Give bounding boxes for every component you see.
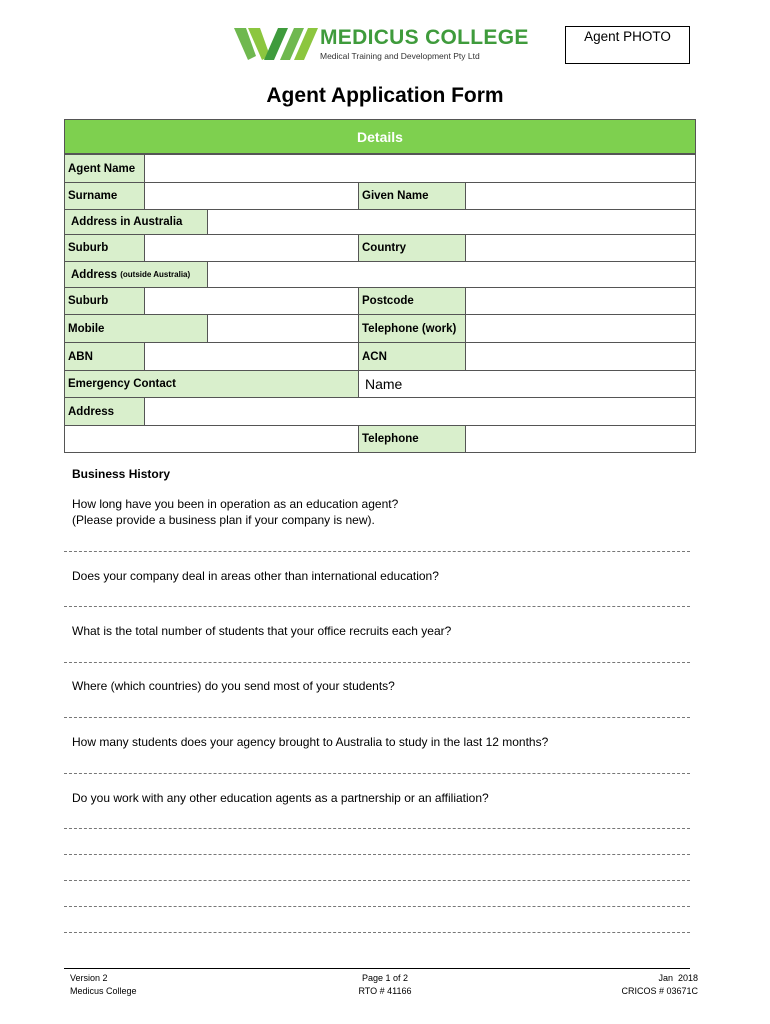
address-outside-text: Address	[71, 268, 118, 281]
agent-photo-box[interactable]: Agent PHOTO	[565, 26, 690, 64]
logo-title: MEDICUS COLLEGE	[320, 26, 529, 49]
suburb2-field[interactable]	[144, 287, 359, 315]
answer-line-6a[interactable]	[64, 828, 690, 829]
abn-field[interactable]	[144, 342, 359, 371]
emergency-contact-label: Emergency Contact	[64, 370, 359, 398]
telephone-work-label: Telephone (work)	[358, 314, 466, 343]
acn-field[interactable]	[465, 342, 696, 371]
answer-line-4[interactable]	[64, 717, 690, 718]
question-3: What is the total number of students that your office recruits each year?	[72, 624, 452, 638]
question-4: Where (which countries) do you send most of your students?	[72, 679, 395, 693]
details-table	[64, 119, 696, 453]
suburb2-label: Suburb	[64, 287, 145, 315]
question-1-line-1: How long have you been in operation as an education agent?	[72, 497, 399, 511]
suburb-label: Suburb	[64, 234, 145, 262]
footer-right	[580, 972, 698, 998]
given-name-field[interactable]	[465, 182, 696, 210]
postcode-field[interactable]	[465, 287, 696, 315]
address-outside-label	[64, 261, 208, 288]
footer-divider	[64, 968, 690, 969]
mobile-label: Mobile	[64, 314, 208, 343]
suburb-field[interactable]	[144, 234, 359, 262]
answer-line-6c[interactable]	[64, 880, 690, 881]
business-history-title: Business History	[72, 467, 171, 481]
emergency-address-field-2[interactable]	[64, 425, 359, 453]
footer-version: Version 2	[70, 973, 108, 983]
address-australia-field[interactable]	[207, 209, 696, 235]
answer-line-1[interactable]	[64, 551, 690, 552]
telephone-label: Telephone	[358, 425, 466, 453]
surname-field[interactable]	[144, 182, 359, 210]
question-1-line-2: (Please provide a business plan if your company is new).	[72, 513, 375, 527]
medicus-logo-icon	[234, 26, 318, 62]
acn-label: ACN	[358, 342, 466, 371]
telephone-field[interactable]	[465, 425, 696, 453]
abn-label: ABN	[64, 342, 145, 371]
given-name-label: Given Name	[358, 182, 466, 210]
details-heading: Details	[64, 119, 696, 154]
mobile-field[interactable]	[207, 314, 359, 343]
answer-line-6b[interactable]	[64, 854, 690, 855]
footer-center	[330, 972, 440, 998]
question-5: How many students does your agency brought to Australia to study in the last 12 months?	[72, 735, 549, 749]
question-6: Do you work with any other education agents as a partnership or an affiliation?	[72, 791, 489, 805]
address-australia-label: Address in Australia	[64, 209, 208, 235]
country-label: Country	[358, 234, 466, 262]
address-outside-field[interactable]	[207, 261, 696, 288]
form-title: Agent Application Form	[266, 84, 504, 107]
logo	[234, 24, 534, 68]
telephone-work-field[interactable]	[465, 314, 696, 343]
country-field[interactable]	[465, 234, 696, 262]
surname-label: Surname	[64, 182, 145, 210]
emergency-address-label: Address	[64, 397, 145, 426]
agent-name-label: Agent Name	[64, 154, 145, 183]
address-outside-note: (outside Australia)	[120, 270, 191, 279]
answer-line-6e[interactable]	[64, 932, 690, 933]
footer-date: Jan 2018	[658, 973, 698, 983]
postcode-label: Postcode	[358, 287, 466, 315]
answer-line-6d[interactable]	[64, 906, 690, 907]
logo-subtitle: Medical Training and Development Pty Ltd	[320, 51, 480, 61]
emergency-address-field[interactable]	[144, 397, 696, 426]
answer-line-5[interactable]	[64, 773, 690, 774]
agent-name-field[interactable]	[144, 154, 696, 183]
footer-rto: RTO # 41166	[358, 986, 412, 996]
footer-cricos: CRICOS # 03671C	[621, 986, 698, 996]
footer-page: Page 1 of 2	[361, 973, 409, 983]
answer-line-3[interactable]	[64, 662, 690, 663]
answer-line-2[interactable]	[64, 606, 690, 607]
footer-left	[70, 972, 137, 998]
question-2: Does your company deal in areas other than international education?	[72, 569, 439, 583]
emergency-name-field[interactable]: Name	[358, 370, 696, 398]
footer-org: Medicus College	[70, 986, 137, 996]
